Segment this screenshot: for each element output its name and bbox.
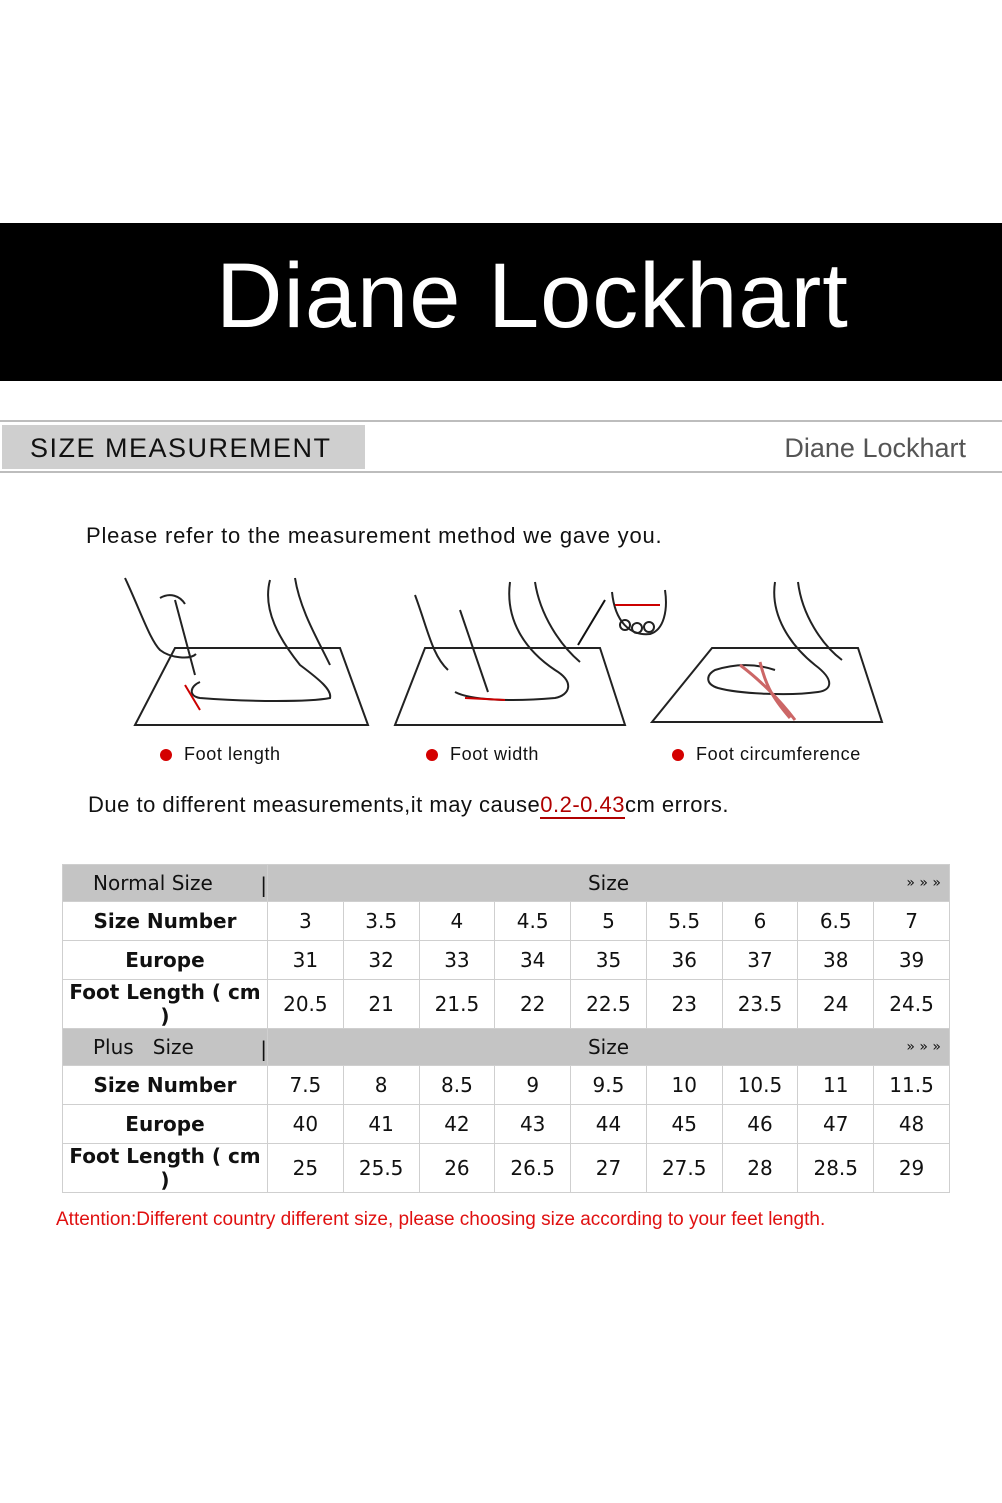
group-title [63,1029,268,1066]
table-cell: 38 [798,941,874,980]
table-cell: 21 [343,980,419,1029]
table-cell: 22.5 [571,980,647,1029]
table-cell: 23.5 [722,980,798,1029]
legend-foot-width [426,744,539,765]
row-label: Size Number [63,902,268,941]
table-row [63,1105,950,1144]
header-divider: | [260,873,267,897]
table-cell: 48 [874,1105,950,1144]
table-cell: 3 [268,902,344,941]
row-label: Foot Length ( cm ) [63,1144,268,1193]
table-cell: 4.5 [495,902,571,941]
legend-foot-circumference [672,744,861,765]
table-cell: 46 [722,1105,798,1144]
error-note [88,792,729,818]
table-cell: 27 [571,1144,647,1193]
bullet-icon [672,749,684,761]
table-cell: 21.5 [419,980,495,1029]
size-header-cell [268,865,950,902]
table-cell: 6 [722,902,798,941]
size-chart-table [62,864,950,1193]
size-header-text: Size [587,1035,630,1059]
legend-label: Foot length [184,744,281,764]
group-title-text: Normal Size [93,871,213,895]
foot-length-illustration [125,578,368,725]
table-cell: 44 [571,1105,647,1144]
row-label: Size Number [63,1066,268,1105]
table-cell: 31 [268,941,344,980]
group-title [63,865,268,902]
error-note-after: cm errors. [624,792,729,817]
table-cell: 3.5 [343,902,419,941]
table-cell: 9 [495,1066,571,1105]
attention-text: Attention:Different country different size, please choosing size according to your feet length. [56,1209,826,1230]
normal-size-header-row [63,865,950,902]
table-cell: 37 [722,941,798,980]
brand-title: Diane Lockhart [216,245,849,347]
table-cell: 8 [343,1066,419,1105]
table-cell: 26.5 [495,1144,571,1193]
table-cell: 47 [798,1105,874,1144]
table-cell: 27.5 [646,1144,722,1193]
table-cell: 10 [646,1066,722,1105]
error-range: 0.2-0.43 [540,792,625,817]
intro-text: Please refer to the measurement method we gave you. [86,523,663,548]
size-header-text: Size [587,871,630,895]
table-cell: 41 [343,1105,419,1144]
row-label: Foot Length ( cm ) [63,980,268,1029]
legend-label: Foot width [450,744,540,764]
foot-width-illustration [395,582,666,725]
table-cell: 24 [798,980,874,1029]
bullet-icon [160,749,172,761]
table-cell: 42 [419,1105,495,1144]
section-brand: Diane Lockhart [784,433,966,463]
table-cell: 20.5 [268,980,344,1029]
table-cell: 7 [874,902,950,941]
table-cell: 24.5 [874,980,950,1029]
table-cell: 28.5 [798,1144,874,1193]
table-cell: 40 [268,1105,344,1144]
error-note-before: Due to different measurements,it may cause [88,792,541,817]
table-cell: 28 [722,1144,798,1193]
table-cell: 25 [268,1144,344,1193]
row-label: Europe [63,941,268,980]
table-cell: 11.5 [874,1066,950,1105]
table-cell: 36 [646,941,722,980]
header-divider: | [260,1037,267,1061]
table-row [63,902,950,941]
table-row [63,980,950,1029]
table-cell: 29 [874,1144,950,1193]
table-cell: 43 [495,1105,571,1144]
table-cell: 5 [571,902,647,941]
section-title: SIZE MEASUREMENT [30,433,332,463]
table-cell: 25.5 [343,1144,419,1193]
table-cell: 11 [798,1066,874,1105]
table-cell: 39 [874,941,950,980]
plus-size-header-row [63,1029,950,1066]
legend-foot-length [160,744,281,765]
group-title-text: Plus Size [93,1035,194,1059]
table-cell: 26 [419,1144,495,1193]
table-cell: 5.5 [646,902,722,941]
table-cell: 10.5 [722,1066,798,1105]
legend-label: Foot circumference [696,744,861,764]
table-row [63,1144,950,1193]
measurement-illustrations [0,570,1002,740]
table-cell: 8.5 [419,1066,495,1105]
section-divider-top [0,420,1002,422]
size-header-cell [268,1029,950,1066]
table-cell: 33 [419,941,495,980]
table-cell: 45 [646,1105,722,1144]
table-row [63,941,950,980]
table-cell: 4 [419,902,495,941]
table-cell: 23 [646,980,722,1029]
table-cell: 32 [343,941,419,980]
table-cell: 7.5 [268,1066,344,1105]
table-cell: 9.5 [571,1066,647,1105]
table-cell: 6.5 [798,902,874,941]
row-label: Europe [63,1105,268,1144]
table-cell: 35 [571,941,647,980]
table-row [63,1066,950,1105]
bullet-icon [426,749,438,761]
more-arrows-icon: » » » [906,1039,941,1055]
section-divider-bottom [0,471,1002,473]
foot-circumference-illustration [652,582,882,722]
table-cell: 34 [495,941,571,980]
more-arrows-icon: » » » [906,875,941,891]
table-cell: 22 [495,980,571,1029]
